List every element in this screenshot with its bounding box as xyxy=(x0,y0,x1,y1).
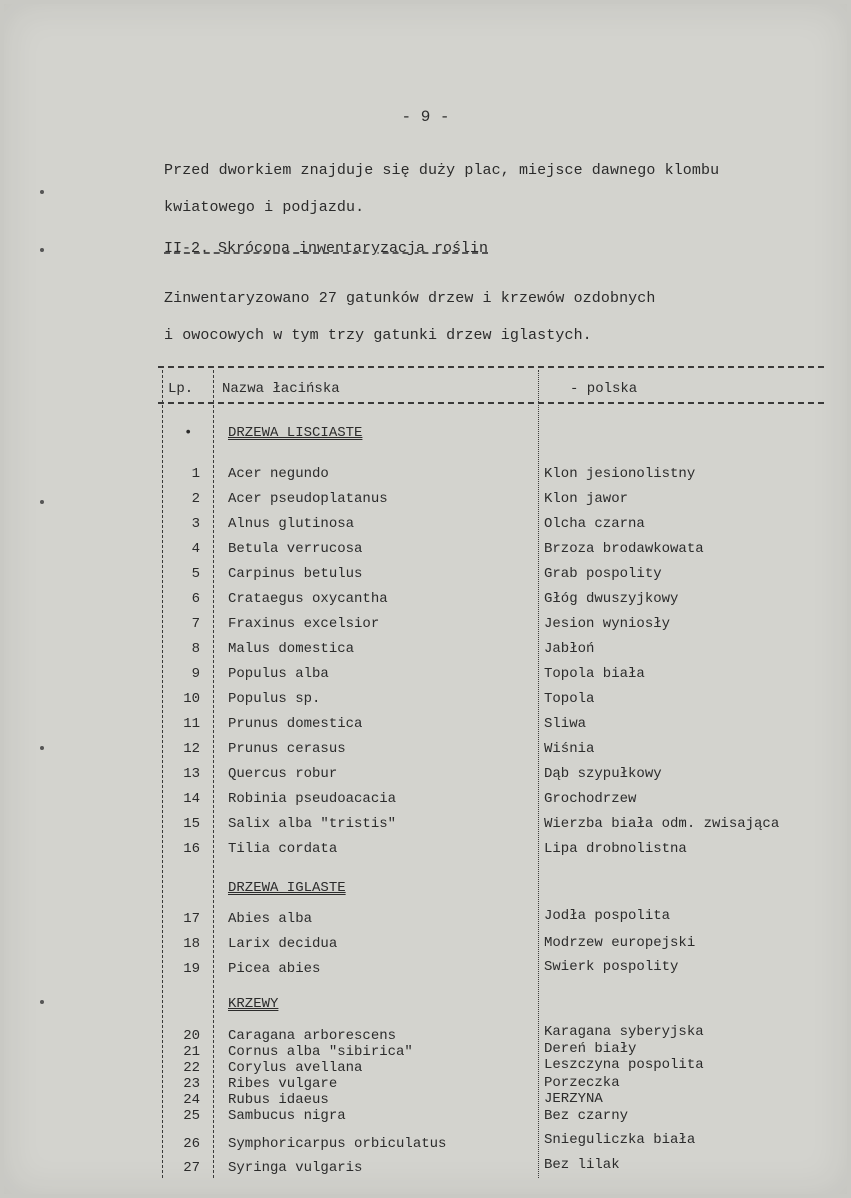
row-latin-name: Prunus domestica xyxy=(228,716,363,732)
row-polish-name: Modrzew europejski xyxy=(544,935,696,951)
row-polish-name: Karagana syberyjska xyxy=(544,1024,704,1040)
row-lp: 12 xyxy=(183,741,200,757)
row-latin-name: Betula verrucosa xyxy=(228,541,363,557)
row-lp: 20 xyxy=(183,1028,200,1044)
row-latin-name: Ribes vulgare xyxy=(228,1076,338,1092)
row-latin-name: Cornus alba "sibirica" xyxy=(228,1044,413,1060)
section-label-deciduous: DRZEWA LISCIASTE xyxy=(228,425,363,441)
row-latin-name: Quercus robur xyxy=(228,766,338,782)
row-latin-name: Fraxinus excelsior xyxy=(228,616,380,632)
section-label-shrubs: KRZEWY xyxy=(228,996,279,1012)
header-latin: Nazwa łacińska xyxy=(222,381,340,397)
row-lp: 8 xyxy=(191,641,200,657)
punch-hole-mark xyxy=(40,248,44,252)
punch-hole-mark xyxy=(40,190,44,194)
row-polish-name: Jodła pospolita xyxy=(544,908,671,924)
row-lp: 14 xyxy=(183,791,200,807)
row-polish-name: Klon jesionolistny xyxy=(544,466,696,482)
row-polish-name: Swierk pospolity xyxy=(544,959,679,975)
row-polish-name: Topola xyxy=(544,691,595,707)
row-polish-name: Głóg dwuszyjkowy xyxy=(544,591,679,607)
section-marker: • xyxy=(184,425,193,441)
row-lp: 23 xyxy=(183,1076,200,1092)
row-latin-name: Rubus idaeus xyxy=(228,1092,329,1108)
intro-line-2: kwiatowego i podjazdu. xyxy=(164,199,365,216)
row-polish-name: Bez czarny xyxy=(544,1108,629,1124)
row-lp: 5 xyxy=(191,566,200,582)
table-top-rule xyxy=(158,366,824,368)
section-heading: II-2. Skrócona inwentaryzacja roślin xyxy=(164,240,489,257)
header-polish: - polska xyxy=(570,381,638,397)
row-latin-name: Sambucus nigra xyxy=(228,1108,346,1124)
row-latin-name: Symphoricarpus orbiculatus xyxy=(228,1136,447,1152)
row-lp: 1 xyxy=(191,466,200,482)
summary-line-1: Zinwentaryzowano 27 gatunków drzew i krzewów ozdobnych xyxy=(164,290,656,307)
row-latin-name: Abies alba xyxy=(228,911,313,927)
row-lp: 11 xyxy=(183,716,200,732)
row-polish-name: Klon jawor xyxy=(544,491,629,507)
row-latin-name: Picea abies xyxy=(228,961,321,977)
table-lp-rule xyxy=(213,370,214,1178)
row-lp: 13 xyxy=(183,766,200,782)
row-polish-name: Snieguliczka biała xyxy=(544,1132,696,1148)
row-lp: 17 xyxy=(183,911,200,927)
row-polish-name: Porzeczka xyxy=(544,1075,620,1091)
row-polish-name: Jabłoń xyxy=(544,641,595,657)
row-latin-name: Robinia pseudoacacia xyxy=(228,791,397,807)
row-latin-name: Crataegus oxycantha xyxy=(228,591,388,607)
row-lp: 10 xyxy=(183,691,200,707)
punch-hole-mark xyxy=(40,1000,44,1004)
row-lp: 15 xyxy=(183,816,200,832)
table-latin-rule xyxy=(538,370,539,1178)
punch-hole-mark xyxy=(40,500,44,504)
row-lp: 7 xyxy=(191,616,200,632)
row-lp: 9 xyxy=(191,666,200,682)
row-polish-name: Lipa drobnolistna xyxy=(544,841,687,857)
row-lp: 2 xyxy=(191,491,200,507)
page-number: - 9 - xyxy=(401,108,450,126)
row-latin-name: Populus sp. xyxy=(228,691,321,707)
punch-hole-mark xyxy=(40,746,44,750)
row-lp: 19 xyxy=(183,961,200,977)
row-lp: 3 xyxy=(191,516,200,532)
row-lp: 4 xyxy=(191,541,200,557)
row-polish-name: Olcha czarna xyxy=(544,516,645,532)
row-latin-name: Malus domestica xyxy=(228,641,355,657)
row-latin-name: Alnus glutinosa xyxy=(228,516,355,532)
row-latin-name: Larix decidua xyxy=(228,936,338,952)
header-lp: Lp. xyxy=(168,381,194,397)
row-lp: 27 xyxy=(183,1160,200,1176)
row-polish-name: Dereń biały xyxy=(544,1041,637,1057)
row-latin-name: Salix alba "tristis" xyxy=(228,816,397,832)
row-latin-name: Acer negundo xyxy=(228,466,329,482)
section-label-coniferous: DRZEWA IGLASTE xyxy=(228,880,346,896)
row-lp: 18 xyxy=(183,936,200,952)
row-latin-name: Caragana arborescens xyxy=(228,1028,397,1044)
row-polish-name: Grochodrzew xyxy=(544,791,637,807)
intro-line-1: Przed dworkiem znajduje się duży plac, miejsce dawnego klombu xyxy=(164,162,720,179)
row-lp: 24 xyxy=(183,1092,200,1108)
row-polish-name: Topola biała xyxy=(544,666,645,682)
document-page xyxy=(4,4,847,1194)
summary-line-2: i owocowych w tym trzy gatunki drzew iglastych. xyxy=(164,327,592,344)
row-polish-name: Brzoza brodawkowata xyxy=(544,541,704,557)
row-latin-name: Corylus avellana xyxy=(228,1060,363,1076)
row-polish-name: Dąb szypułkowy xyxy=(544,766,662,782)
row-latin-name: Prunus cerasus xyxy=(228,741,346,757)
row-lp: 6 xyxy=(191,591,200,607)
row-polish-name: Wiśnia xyxy=(544,741,595,757)
row-polish-name: Wierzba biała odm. zwisająca xyxy=(544,816,780,832)
row-polish-name: Jesion wyniosły xyxy=(544,616,671,632)
row-polish-name: Leszczyna pospolita xyxy=(544,1057,704,1073)
row-latin-name: Acer pseudoplatanus xyxy=(228,491,388,507)
row-polish-name: Bez lilak xyxy=(544,1157,620,1173)
row-latin-name: Populus alba xyxy=(228,666,329,682)
row-polish-name: JERZYNA xyxy=(544,1091,603,1107)
row-lp: 21 xyxy=(183,1044,200,1060)
row-polish-name: Grab pospolity xyxy=(544,566,662,582)
row-lp: 16 xyxy=(183,841,200,857)
row-latin-name: Carpinus betulus xyxy=(228,566,363,582)
row-polish-name: Sliwa xyxy=(544,716,587,732)
row-latin-name: Syringa vulgaris xyxy=(228,1160,363,1176)
table-header-rule xyxy=(158,402,824,404)
row-latin-name: Tilia cordata xyxy=(228,841,338,857)
row-lp: 26 xyxy=(183,1136,200,1152)
row-lp: 22 xyxy=(183,1060,200,1076)
row-lp: 25 xyxy=(183,1108,200,1124)
